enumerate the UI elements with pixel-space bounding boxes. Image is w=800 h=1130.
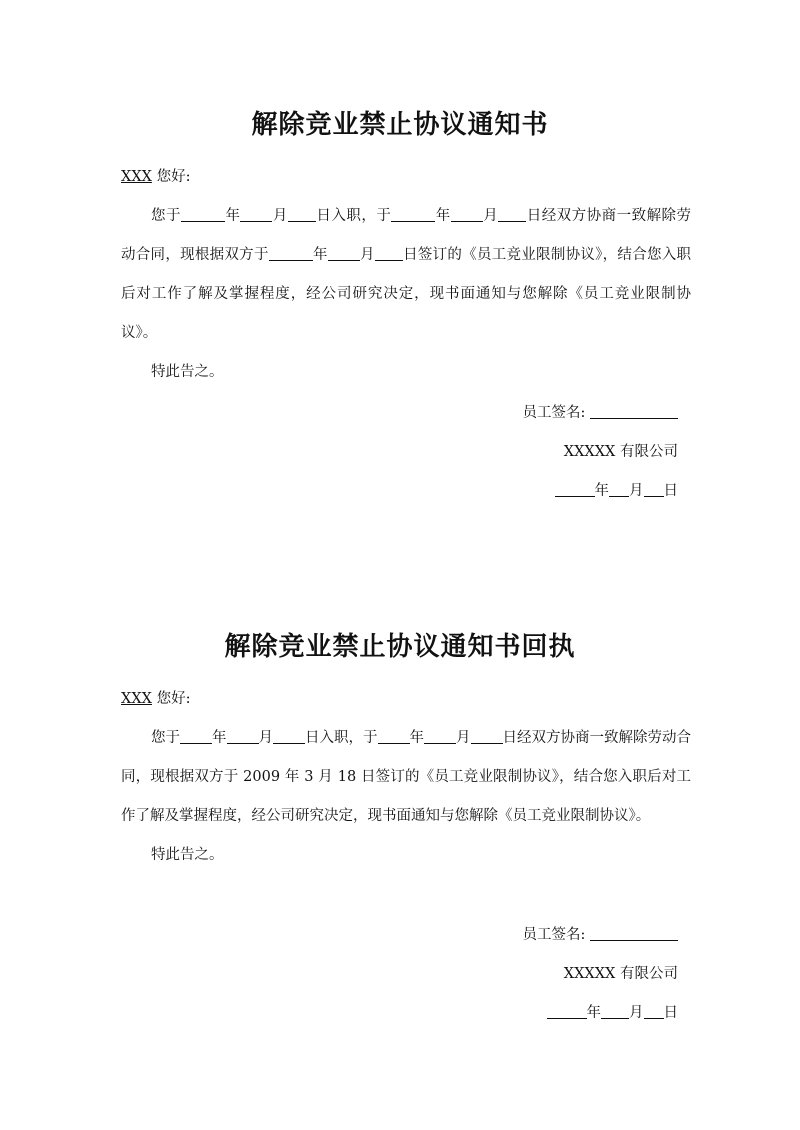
text-segment: 月	[359, 247, 375, 263]
signature-blank	[590, 402, 678, 419]
blank-year	[181, 205, 225, 222]
text-segment: 您于	[151, 208, 181, 224]
signature-label: 员工签名:	[522, 405, 590, 421]
signature-block	[523, 916, 679, 1033]
text-segment: 年	[212, 730, 227, 746]
sign-date	[523, 994, 679, 1033]
text-segment: 日经双方协商一致解除劳动合同，现根据双方于	[121, 208, 692, 263]
sign-date	[523, 472, 679, 511]
signature-blank	[590, 924, 678, 941]
text-segment: 日签订的《员工竞业限制协议》，结合您入职后对工作了解及掌握程度，经公司研究决定，现书面通知与您解除《员工竞业限制协议》。	[121, 247, 692, 341]
closing-remark: 特此告之。	[151, 364, 224, 380]
blank-month	[601, 1002, 629, 1019]
blank-month	[451, 205, 483, 222]
text-segment: 月	[258, 730, 273, 746]
text-segment: 月	[456, 730, 471, 746]
text-segment: 年	[312, 247, 328, 263]
employee-signature	[523, 394, 679, 433]
blank-day	[498, 205, 526, 222]
text-segment: 日入职，于	[305, 730, 378, 746]
greeting-suffix: 您好:	[151, 691, 191, 707]
notice-title: 解除竞业禁止协议通知书	[251, 110, 549, 140]
text-segment: 年	[409, 730, 424, 746]
blank-day	[273, 727, 305, 744]
notice-body	[121, 158, 691, 392]
greeting	[121, 158, 691, 197]
text-segment: 月	[482, 208, 499, 224]
termination-notice-receipt	[0, 622, 800, 1021]
receipt-paragraph	[121, 719, 691, 836]
text-segment: 年	[224, 208, 241, 224]
recipient-name: XXX	[121, 169, 152, 185]
blank-day	[471, 727, 503, 744]
blank-year	[378, 727, 410, 744]
blank-year	[555, 480, 595, 497]
blank-day	[644, 480, 664, 497]
text-segment: 日	[663, 1005, 678, 1021]
text-segment: 日经双方协商一致解除劳动合同，现根据双方于 2009 年 3 月 18 日签订的《员工竞业限制协议》，结合您入职后对工作了解及掌握程度，经公司研究决定，现书面通知与您解除《员工竞业限制协议》。	[121, 730, 691, 824]
text-segment: 年	[435, 208, 451, 224]
blank-year	[547, 1002, 587, 1019]
blank-year	[269, 244, 313, 261]
text-segment: 年	[586, 1005, 601, 1021]
text-segment: 月	[629, 1005, 644, 1021]
signature-label: 员工签名:	[522, 927, 590, 943]
greeting-suffix: 您好:	[151, 169, 191, 185]
blank-month	[424, 727, 456, 744]
blank-month	[609, 480, 629, 497]
text-segment: 月	[629, 483, 644, 499]
company-name: XXXXX 有限公司	[563, 444, 678, 460]
blank-day	[288, 205, 316, 222]
blank-day	[375, 244, 403, 261]
blank-year	[180, 727, 212, 744]
text-segment: 日	[663, 483, 678, 499]
text-segment: 您于	[151, 730, 180, 746]
receipt-body	[121, 680, 691, 875]
closing-remark: 特此告之。	[151, 847, 224, 863]
blank-month	[227, 727, 259, 744]
employee-signature	[523, 916, 679, 955]
termination-notice	[0, 100, 800, 499]
notice-paragraph	[121, 197, 691, 353]
greeting	[121, 680, 691, 719]
receipt-title: 解除竞业禁止协议通知书回执	[224, 632, 576, 662]
text-segment: 日入职，于	[315, 208, 392, 224]
blank-year	[391, 205, 435, 222]
blank-day	[644, 1002, 664, 1019]
blank-month	[328, 244, 360, 261]
text-segment: 月	[272, 208, 288, 224]
recipient-name: XXX	[121, 691, 152, 707]
signature-block	[523, 394, 679, 511]
company-name: XXXXX 有限公司	[563, 966, 678, 982]
text-segment: 年	[594, 483, 609, 499]
blank-month	[240, 205, 272, 222]
